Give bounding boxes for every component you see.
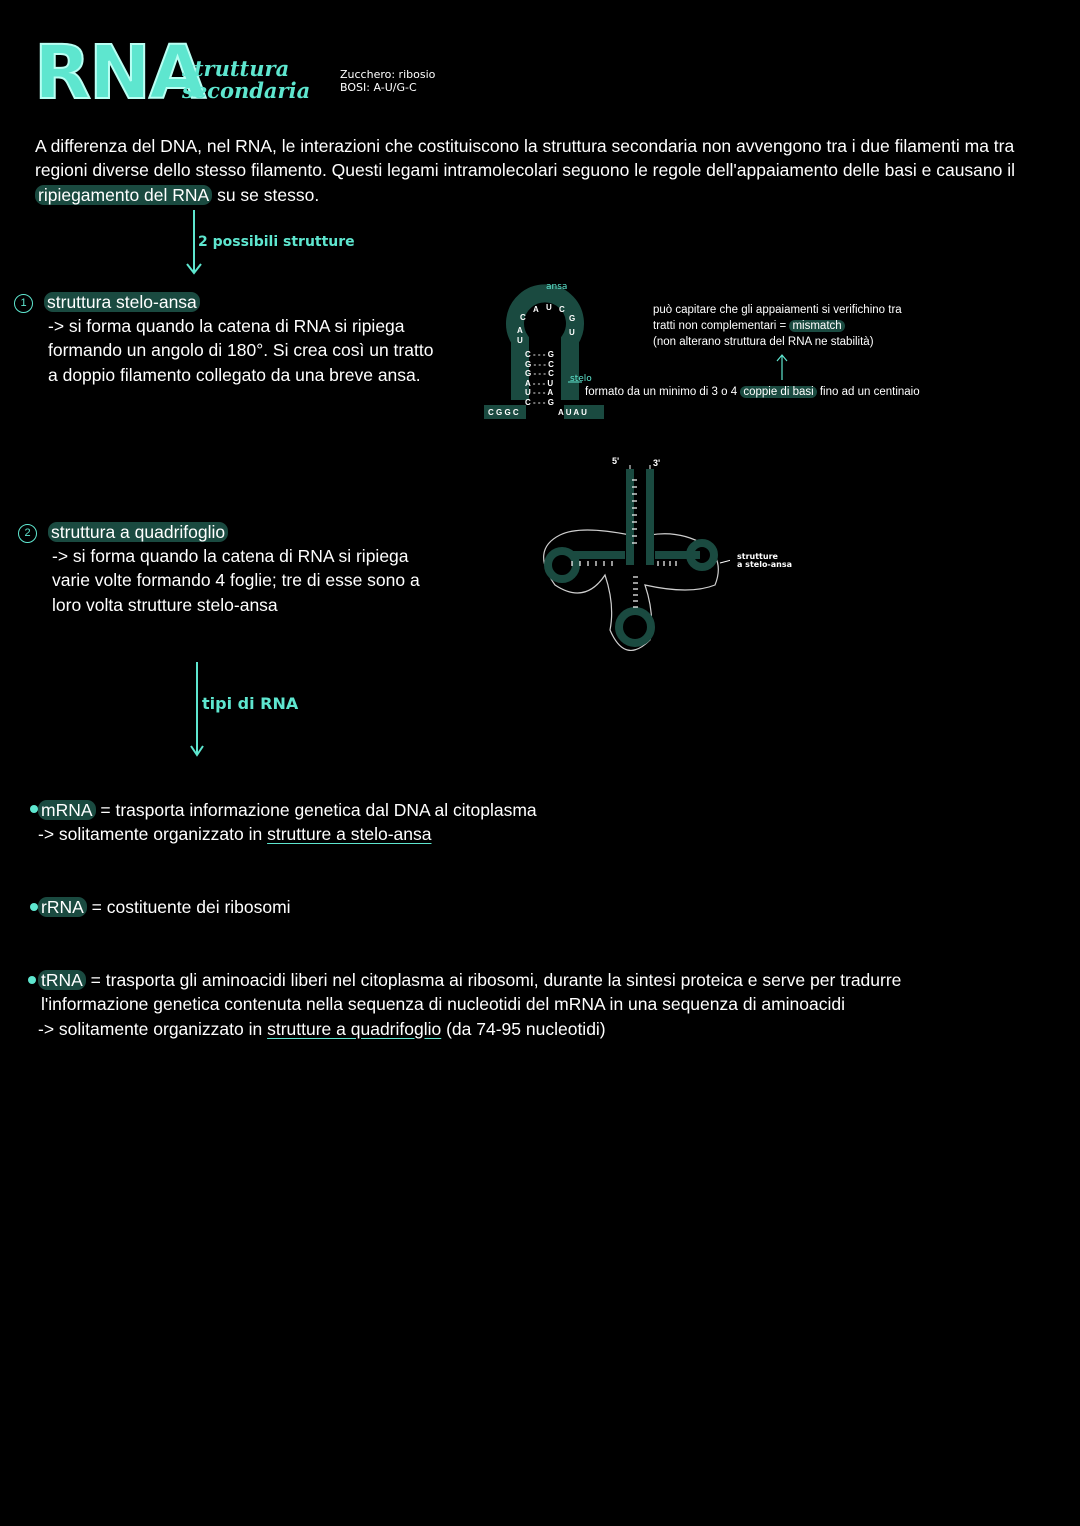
trna-item — [38, 968, 1038, 1041]
hairpin-stem — [525, 350, 570, 407]
mrna-name: mRNA — [38, 800, 96, 820]
stem-pair: G - - - C — [525, 369, 554, 378]
stem-pair: C - - - G — [525, 350, 554, 359]
stem-pair: C - - - G — [525, 397, 554, 407]
mismatch-highlight: mismatch — [789, 320, 844, 332]
loop-base: C — [520, 313, 526, 322]
section-1-number: 1 — [14, 294, 33, 313]
page-title: RNA — [34, 30, 205, 116]
section-2-number: 2 — [18, 524, 37, 543]
trna-desc-2: l'informazione genetica contenuta nella sequenza di nucleotidi del mRNA in una sequenza di aminoacidi — [41, 994, 845, 1015]
mrna-sub-link: strutture a stelo-ansa — [267, 824, 432, 845]
up-arrow-icon — [774, 352, 790, 382]
trna-name: tRNA — [38, 970, 86, 990]
loop-base: A — [517, 326, 523, 335]
subtitle-line-1: struttura — [182, 56, 290, 81]
mrna-desc: = trasporta informazione genetica dal DNA al citoplasma — [95, 800, 537, 820]
loop-base: G — [569, 314, 576, 323]
loop-base: U — [517, 336, 523, 345]
stem-note-highlight: coppie di basi — [740, 386, 816, 398]
loop-base: C — [559, 305, 565, 314]
tail-right: A U A U — [558, 408, 587, 417]
stem-pair: A - - - U — [525, 378, 554, 388]
label-stelo: stelo — [570, 374, 592, 384]
cloverleaf-diagram — [530, 455, 730, 665]
section-2-title: struttura a quadrifoglio — [48, 522, 228, 542]
mismatch-line-1: può capitare che gli appaiamenti si verifichino tra — [653, 304, 902, 316]
label-ansa: ansa — [546, 282, 568, 292]
intro-text: A differenza del DNA, nel RNA, le interazioni che costituiscono la struttura secondaria non avvengono tra i due filamenti ma tra regioni diverse dello stesso filamento. Questi legami intramolecolari seguono le regole dell'appaiamento delle basi e causano il — [35, 136, 1016, 181]
trna-sub: -> solitamente organizzato in strutture a quadrifoglio (da 74-95 nucleotidi) — [38, 1018, 606, 1039]
sugar-bases-note — [340, 68, 435, 94]
sugar-label: Zucchero: ribosio — [340, 68, 436, 81]
label-3-prime: 3' — [653, 458, 661, 468]
trna-sub-link: strutture a quadrifoglio — [267, 1018, 442, 1039]
mismatch-line-2: tratti non complementari = mismatch — [653, 318, 902, 334]
intro-paragraph — [35, 134, 1035, 207]
stem-pair: U - - - A — [525, 388, 554, 397]
stem-pair: G - - - C — [525, 359, 554, 369]
label-stelo-ansa-structures: strutture a stelo-ansa — [737, 552, 793, 569]
subtitle-line-2: secondaria — [182, 78, 311, 103]
section-1-title-wrap — [44, 290, 200, 314]
rrna-desc: = costituente dei ribosomi — [86, 897, 291, 917]
section-2-body: -> si forma quando la catena di RNA si ripiega varie volte formando 4 foglie; tre di esse sono a loro volta strutture stelo-ansa — [52, 546, 420, 615]
label-5-prime: 5' — [612, 456, 620, 466]
arrow-1-label: 2 possibili strutture — [198, 234, 355, 250]
section-1-title: struttura stelo-ansa — [44, 292, 200, 312]
mismatch-note — [653, 302, 902, 350]
rrna-item — [38, 895, 291, 919]
tail-left: C G G C — [488, 408, 519, 417]
bullet-icon — [30, 903, 38, 911]
loop-base: A — [533, 305, 539, 314]
mismatch-line-3: (non alterano struttura del RNA ne stabilità) — [653, 336, 874, 348]
page-subtitle — [182, 58, 310, 102]
loop-base: U — [569, 328, 575, 337]
intro-highlight: ripiegamento del RNA — [35, 185, 212, 205]
bullet-icon — [28, 976, 36, 984]
mrna-sub: -> solitamente organizzato in strutture a stelo-ansa — [38, 824, 432, 845]
bullet-icon — [30, 805, 38, 813]
intro-text-end: su se stesso. — [212, 184, 320, 205]
arrow-2-label: tipi di RNA — [202, 694, 299, 713]
mrna-item — [38, 798, 537, 847]
stem-note: formato da un minimo di 3 o 4 coppie di basi fino ad un centinaio — [585, 386, 920, 398]
section-1-body: -> si forma quando la catena di RNA si ripiega formando un angolo di 180°. Si crea così un tratto a doppio filamento collegato da una breve ansa. — [48, 316, 434, 385]
bases-label: BOSI: A-U/G-C — [340, 81, 417, 94]
trna-desc: = trasporta gli aminoacidi liberi nel citoplasma ai ribosomi, durante la sintesi proteica e serve per tradurre — [85, 970, 902, 990]
loop-base: U — [546, 303, 552, 312]
section-2-title-wrap — [48, 520, 228, 544]
rrna-name: rRNA — [38, 897, 87, 917]
